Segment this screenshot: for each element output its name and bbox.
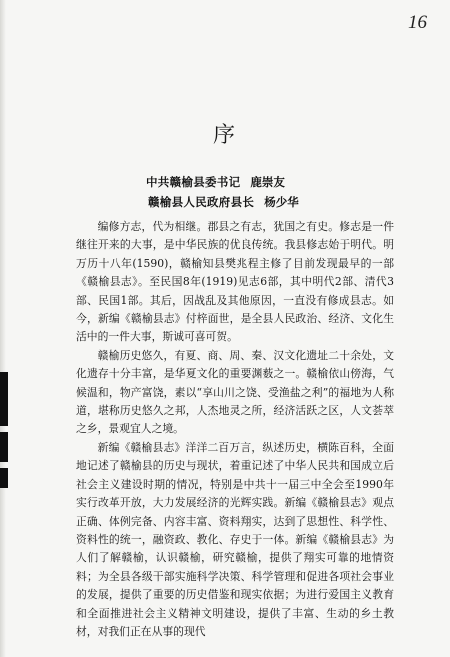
paragraph: 赣榆历史悠久，有夏、商、周、秦、汉文化遗址二十余处，文化遗存十分丰富，是华夏文化的重要渊薮之一。赣榆依山傍海，气候温和，物产富饶，素以“享山川之饶、受渔盐之利”的福地为人称道，堪称历史悠久之邦，人杰地灵之所，经济活跃之区，人文荟萃之乡，景观宜人之境。 (76, 348, 394, 436)
binding-mark (0, 372, 8, 426)
author-name: 杨少华 (264, 195, 299, 209)
binding-edge (0, 0, 6, 657)
preface-body (76, 218, 394, 641)
author-line-party-secretary (146, 172, 376, 192)
binding-mark (0, 432, 8, 462)
author-name: 鹿崇友 (250, 175, 285, 189)
paragraph: 编修方志，代为相继。郡县之有志，犹国之有史。修志是一件继往开来的大事，是中华民族的优良传统。我县修志始于明代。明万历十八年(1590)，赣榆知县樊兆程主修了目前发现最早的一部《赣榆县志》。至民国8年(1919)见志6部，其中明代2部、清代3部、民国1部。其后，因战乱及其他原因，一直没有修成县志。如今，新编《赣榆县志》付梓面世，是全县人民政治、经济、文化生活中的一件大事，斯诚可喜可贺。 (76, 220, 394, 344)
author-role: 赣榆县人民政府县长 (148, 195, 255, 209)
author-line-county-head (146, 192, 376, 212)
binding-mark (0, 468, 8, 488)
paragraph: 新编《赣榆县志》洋洋二百万言，纵述历史，横陈百科，全面地记述了赣榆县的历史与现状，着重记述了中华人民共和国成立后社会主义建设时期的情况，特别是中共十一届三中全会至1990年实行改革开放，大力发展经济的光辉实践。新编《赣榆县志》观点正确、体例完备、内容丰富、资料翔实，达到了思想性、科学性、资料性的统一，融资政、教化、存史于一体。新编《赣榆县志》为人们了解赣榆，认识赣榆，研究赣榆，提供了翔实可靠的地情资料；为全县各级干部实施科学决策、科学管理和促进各项社会事业的发展，提供了重要的历史借鉴和现实依据；为进行爱国主义教育和全面推进社会主义精神文明建设，提供了丰富、生动的乡土教材，对我们正在从事的现代 (76, 440, 394, 638)
author-block (146, 172, 376, 212)
page-title: 序 (212, 123, 237, 148)
author-role: 中共赣榆县委书记 (146, 175, 241, 189)
page-number: 16 (408, 12, 427, 33)
